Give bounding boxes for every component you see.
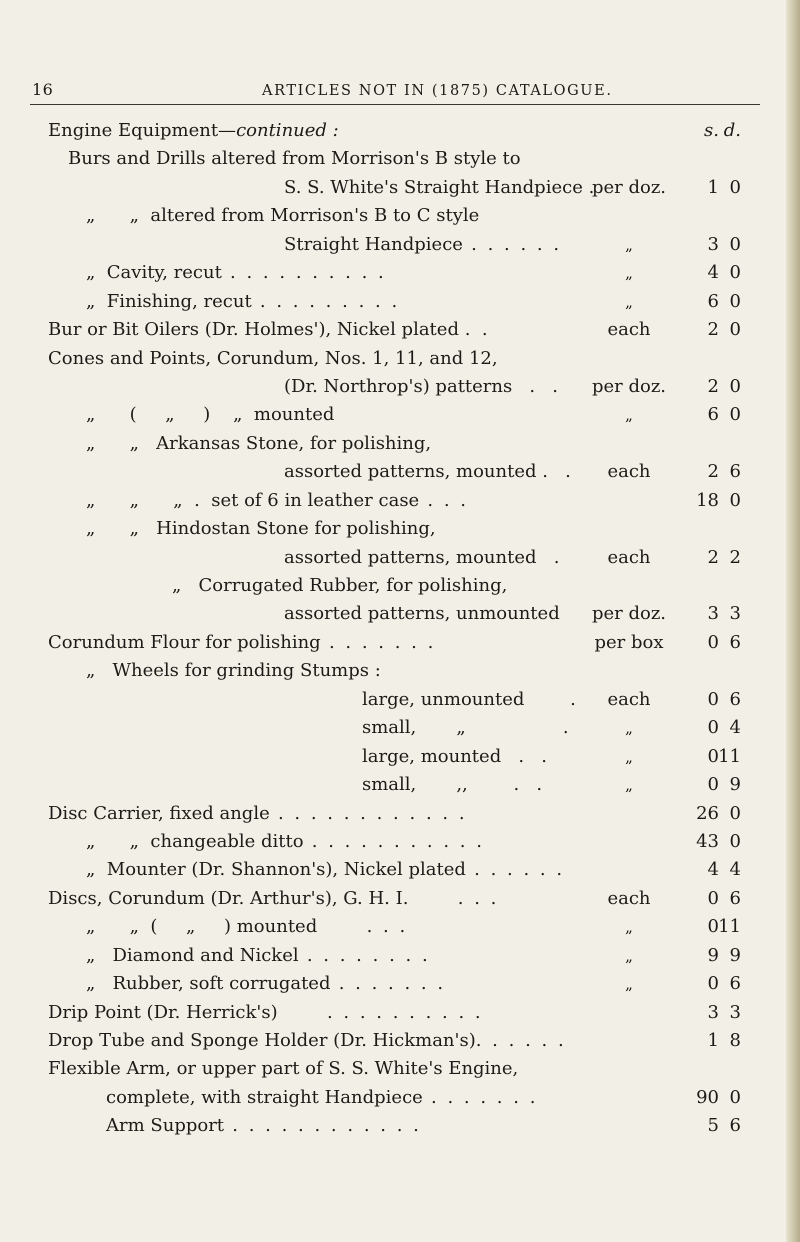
item-text: „ „ „ . set of 6 in leather case [86,489,420,511]
item-text: „ „ altered from Morrison's B to C style [86,205,480,227]
item-description [86,970,446,998]
item-description [284,174,594,202]
item-description [48,345,498,373]
item-text: „ „ Hindostan Stone for polishing, [86,518,436,540]
price-shillings: 0 [707,745,719,767]
item-unit: „ [625,719,633,738]
leader-dots: . . . [317,916,408,938]
item-description [86,259,386,287]
item-description [48,800,467,828]
price-shillings: 18 [696,489,719,511]
price-pence: 2 [729,546,741,568]
price-list-row [0,999,800,1027]
price-shillings: 5 [707,1115,719,1137]
leader-dots: . . . [408,887,499,909]
item-description [86,487,469,515]
price-shillings: 2 [707,375,719,397]
price-shillings: 2 [707,461,719,483]
price-pence: 0 [729,319,741,341]
item-text: Discs, Corundum (Dr. Arthur's), G. H. I. [48,887,409,909]
price-list-row [0,430,800,458]
running-head: ARTICLES NOT IN (1875) CATALOGUE. [262,83,613,99]
price-list-row [0,600,800,628]
item-description [362,714,569,742]
price-shillings: 90 [696,1086,719,1108]
item-description [284,458,571,486]
item-text: Drip Point (Dr. Herrick's) [48,1001,278,1023]
price-pence: 0 [729,290,741,312]
item-unit: each [607,461,651,483]
price-list-row [0,1112,800,1140]
item-unit: „ [625,918,633,937]
item-unit: „ [625,406,633,425]
price-list-row [0,259,800,287]
price-list-row [0,970,800,998]
item-text: small, ,, . . [362,774,543,796]
price-list-row [0,202,800,230]
price-list-row [0,856,800,884]
item-text: „ „ changeable ditto [86,830,304,852]
item-description [86,288,400,316]
item-description [106,1084,538,1112]
item-text: Burs and Drills altered from Morrison's B style to [68,148,521,170]
price-list-row [0,828,800,856]
item-description [86,202,479,230]
item-description [48,629,436,657]
price-shillings: 2 [707,546,719,568]
item-description [362,771,542,799]
shillings-column-head: s. [704,120,719,141]
price-pence: 9 [729,944,741,966]
price-list-row [0,345,800,373]
item-text: „ Wheels for grinding Stumps : [86,660,381,682]
price-list-row [0,373,800,401]
item-text: „ Rubber, soft corrugated [86,973,331,995]
item-unit: „ [625,747,633,766]
item-description [284,373,558,401]
item-text-italic: continued : [236,120,339,141]
price-pence: 6 [729,973,741,995]
price-shillings: 4 [707,262,719,284]
item-text: „ „ Arkansas Stone, for polishing, [86,432,432,454]
leader-dots: . . . . . . . [320,631,436,653]
item-description [48,1055,518,1083]
item-unit: per doz. [591,375,667,397]
price-pence: 4 [729,859,741,881]
leader-dots: . . . . . . . . . . [221,262,387,284]
item-text: Corundum Flour for polishing [48,631,321,653]
price-list-row [0,544,800,572]
leader-dots: . . . [419,489,469,511]
leader-dots: . . . . . . . . . [251,290,400,312]
item-text: Engine Equipment— [48,120,237,141]
item-text: Cones and Points, Corundum, Nos. 1, 11, and 12, [48,347,498,369]
price-list-row [0,714,800,742]
item-text: small, „ . [362,717,569,739]
item-description [68,145,521,173]
item-unit: per box [594,631,664,653]
leader-dots: . . . . . . [462,233,562,255]
price-list [0,117,800,1141]
price-shillings: 2 [707,319,719,341]
item-description [48,1027,566,1055]
price-shillings: 3 [707,233,719,255]
leader-dots: . . . . . . [475,1030,567,1051]
price-list-row [0,885,800,913]
item-description [48,117,339,145]
item-description [86,856,565,884]
price-list-row [0,572,800,600]
price-shillings: 0 [707,774,719,796]
price-pence: 11 [718,916,741,938]
price-list-row [0,657,800,685]
item-unit: „ [625,946,633,965]
price-shillings: 6 [707,290,719,312]
price-list-row [0,231,800,259]
price-pence: 0 [729,375,741,397]
item-description [86,913,408,941]
item-description [284,231,562,259]
item-text: Arm Support [106,1115,225,1137]
leader-dots: . . . . . . . [330,973,446,995]
item-text: „ Finishing, recut [86,290,252,312]
item-unit: „ [625,292,633,311]
price-pence: 0 [729,176,741,198]
item-description [48,885,499,913]
price-shillings: 0 [707,717,719,739]
item-description [48,999,483,1027]
price-pence: 3 [729,603,741,625]
item-text: large, unmounted . [362,688,576,710]
item-text: S. S. White's Straight Handpiece . [284,176,595,198]
price-shillings: 0 [707,887,719,909]
leader-dots: . . . . . . . . . . . [303,830,485,852]
item-description [86,942,430,970]
price-list-row [0,743,800,771]
item-text: „ Cavity, recut [86,262,222,284]
item-description [48,316,488,344]
price-pence: 6 [729,461,741,483]
price-shillings: 43 [696,830,719,852]
item-description [362,686,576,714]
price-pence: 4 [729,717,741,739]
item-unit: each [607,546,651,568]
price-list-row [0,515,800,543]
item-unit: per doz. [591,603,667,625]
price-list-row [0,487,800,515]
item-text: complete, with straight Handpiece [106,1086,423,1108]
item-description [362,743,547,771]
price-pence: 0 [729,404,741,426]
item-text: Disc Carrier, fixed angle [48,802,270,824]
price-list-row [0,288,800,316]
price-pence: 6 [729,688,741,710]
price-shillings: 0 [707,631,719,653]
price-pence: 0 [729,1086,741,1108]
price-list-row [0,1027,800,1055]
item-description [106,1112,421,1140]
pence-column-head: d. [723,120,741,141]
price-pence: 0 [729,489,741,511]
item-description [172,572,507,600]
price-pence: 0 [729,830,741,852]
item-text: Flexible Arm, or upper part of S. S. White's Engine, [48,1058,519,1080]
item-description [86,401,334,429]
price-shillings: 9 [707,944,719,966]
price-pence: 6 [729,887,741,909]
header-rule [30,104,760,105]
item-text: Drop Tube and Sponge Holder (Dr. Hickman's) [48,1030,476,1051]
item-text: assorted patterns, mounted . . [284,461,571,483]
price-shillings: 0 [707,916,719,938]
price-pence: 8 [729,1030,741,1051]
price-pence: 11 [718,745,741,767]
price-list-row [0,1055,800,1083]
leader-dots: . . . . . . . . . . . . [269,802,468,824]
price-shillings: 1 [707,1030,719,1051]
item-text: Straight Handpiece [284,233,463,255]
item-description [86,657,381,685]
item-unit: per doz. [591,176,667,198]
item-text: assorted patterns, mounted . [284,546,560,568]
leader-dots: . . . . . . . . . . . . [224,1115,422,1137]
price-pence: 9 [729,774,741,796]
price-shillings: 0 [707,973,719,995]
price-shillings: 3 [707,1001,719,1023]
item-unit: „ [625,235,633,254]
price-shillings: 6 [707,404,719,426]
page-header [0,80,800,104]
price-pence: 0 [729,262,741,284]
price-pence: 6 [729,1115,741,1137]
price-pence: 6 [729,631,741,653]
item-description [284,600,560,628]
leader-dots: . . . . . . . . [298,944,431,966]
item-description [86,515,436,543]
page-number: 16 [32,80,54,99]
price-pence: 0 [729,233,741,255]
item-unit: each [607,887,651,909]
price-list-row [0,316,800,344]
price-list-row [0,174,800,202]
item-text: (Dr. Northrop's) patterns . . [284,375,559,397]
item-text: „ „ ( „ ) mounted [86,916,318,938]
price-list-row [0,401,800,429]
item-unit: „ [625,776,633,795]
price-list-row [0,117,800,145]
price-list-row [0,1084,800,1112]
price-shillings: 4 [707,859,719,881]
price-pence: 3 [729,1001,741,1023]
price-list-row [0,913,800,941]
item-description [86,828,484,856]
leader-dots: . . . . . . . . . . [277,1001,484,1023]
price-list-row [0,686,800,714]
price-list-row [0,771,800,799]
price-shillings: 1 [707,176,719,198]
item-text: „ Diamond and Nickel [86,944,299,966]
item-text: „ ( „ ) „ mounted [86,404,335,426]
price-pence: 0 [729,802,741,824]
item-text: assorted patterns, unmounted [284,603,560,625]
item-unit: each [607,319,651,341]
price-list-row [0,458,800,486]
item-description [284,544,559,572]
price-shillings: 0 [707,688,719,710]
price-list-row [0,942,800,970]
item-unit: „ [625,975,633,994]
item-unit: each [607,688,651,710]
item-text: Bur or Bit Oilers (Dr. Holmes'), Nickel plated . . [48,319,488,341]
item-text: „ Mounter (Dr. Shannon's), Nickel plated [86,859,466,881]
price-shillings: 3 [707,603,719,625]
price-shillings: 26 [696,802,719,824]
price-list-row [0,800,800,828]
price-list-row [0,145,800,173]
price-list-row [0,629,800,657]
item-description [86,430,431,458]
item-text: „ Corrugated Rubber, for polishing, [172,575,508,596]
item-unit: „ [625,264,633,283]
leader-dots: . . . . . . [465,859,565,881]
item-text: large, mounted . . [362,745,547,767]
leader-dots: . . . . . . . [422,1086,538,1108]
